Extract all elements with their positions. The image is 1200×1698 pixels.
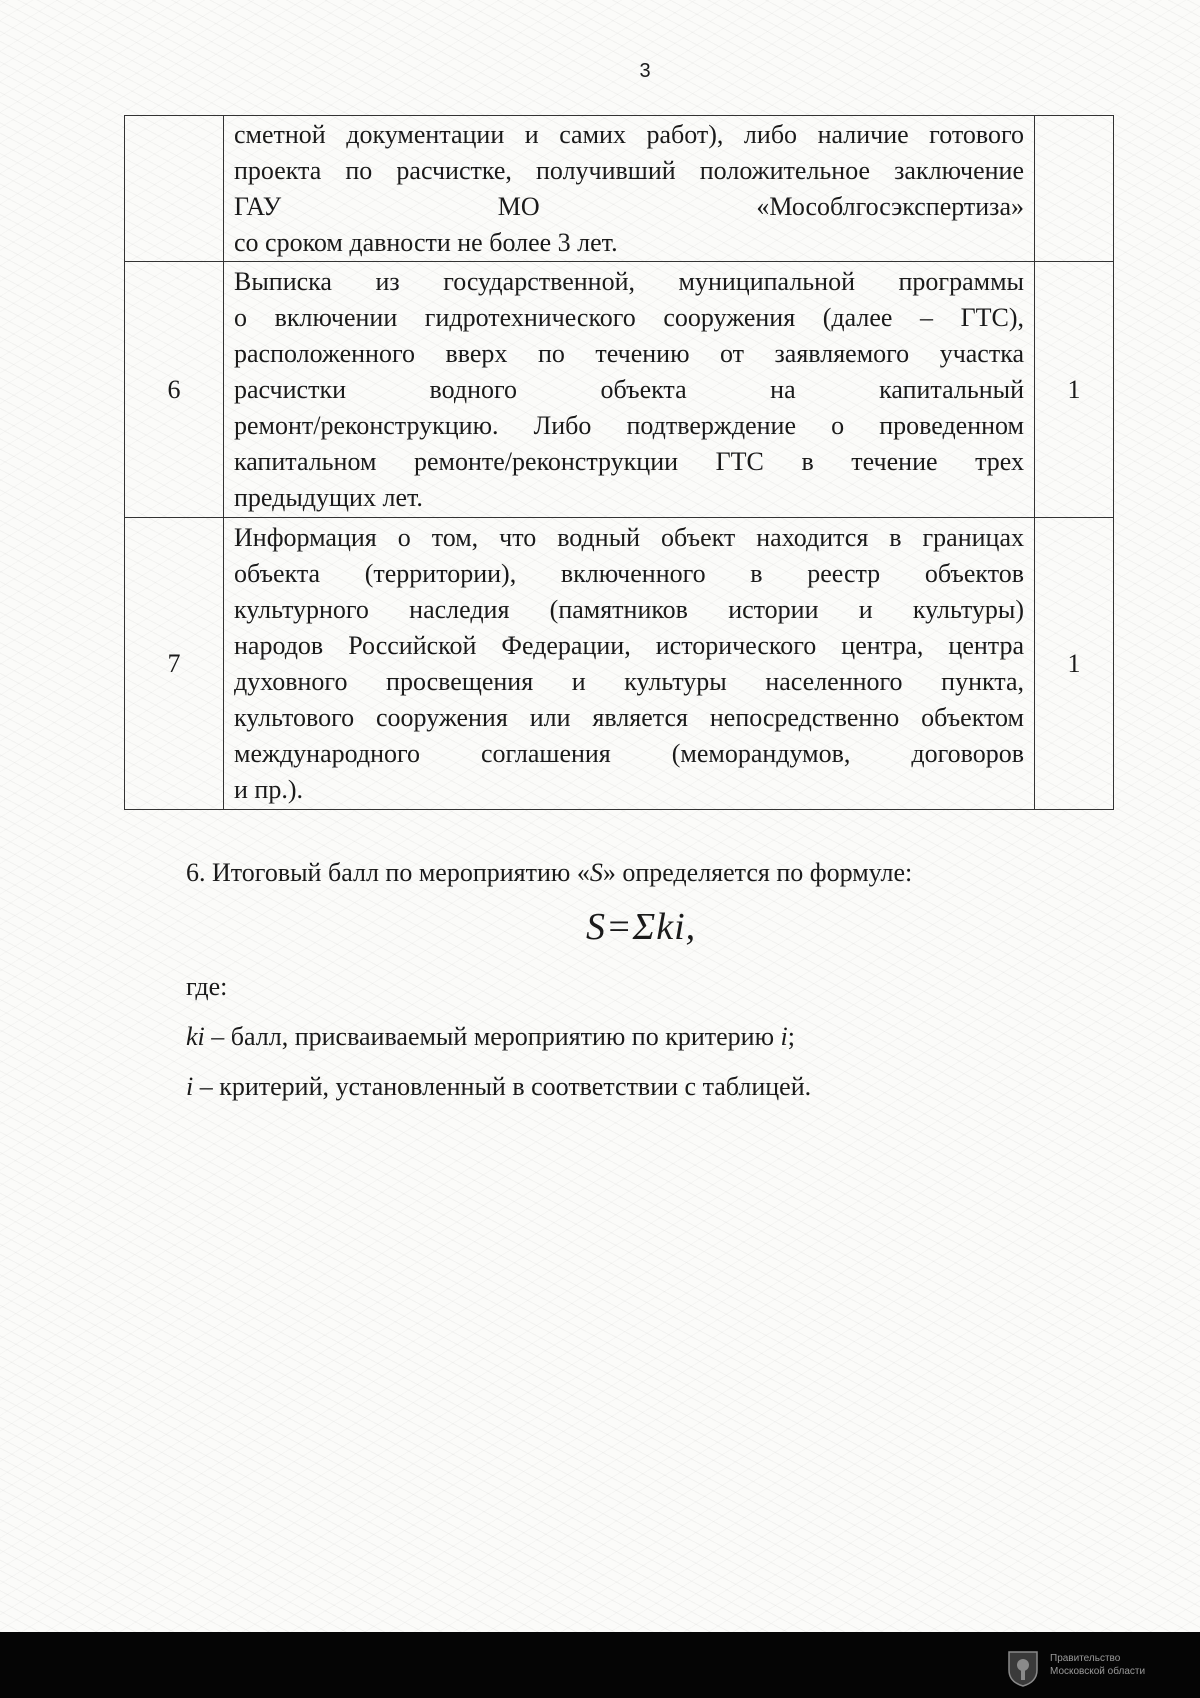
table-row: [125, 518, 1114, 810]
criterion-description: [224, 116, 1035, 262]
where-label: где:: [186, 972, 228, 1001]
criterion-text-line: расчистки водного объекта на капитальный: [234, 374, 1024, 404]
criterion-score: 1: [1035, 262, 1114, 518]
government-logo: [1006, 1648, 1184, 1688]
criterion-text-line: культового сооружения или является непосредственно объектом: [234, 702, 1024, 732]
criterion-text-line: расположенного вверх по течению от заявляемого участка: [234, 338, 1024, 368]
criterion-text-line: объекта (территории), включенного в реестр объектов: [234, 558, 1024, 588]
criterion-description: [224, 262, 1035, 518]
criterion-text-line: Выписка из государственной, муниципальной программы: [234, 266, 1024, 296]
criteria-table: [124, 115, 1114, 810]
criterion-text-line: сметной документации и самих работ), либо наличие готового: [234, 119, 1024, 149]
criterion-text-line: духовного просвещения и культуры населенного пункта,: [234, 666, 1024, 696]
criterion-text-line: предыдущих лет.: [234, 482, 423, 512]
criterion-score: [1035, 116, 1114, 262]
organization-name-line: Московской области: [1050, 1666, 1146, 1677]
criterion-text-line: капитальном ремонте/реконструкции ГТС в течение трех: [234, 446, 1024, 476]
definition-end: ;: [787, 1022, 795, 1051]
definition-term: ki: [186, 1022, 205, 1051]
criterion-text-line: со сроком давности не более 3 лет.: [234, 227, 618, 257]
criterion-text-line: ГАУ МО «Мособлгосэкспертиза»: [234, 191, 1024, 221]
criterion-number: 7: [125, 518, 224, 810]
criterion-text-line: о включении гидротехнического сооружения (далее – ГТС),: [234, 302, 1024, 332]
variable-s: S: [589, 858, 603, 887]
criterion-text-line: и пр.).: [234, 774, 303, 804]
paragraph-total-score: [186, 857, 912, 889]
definition-ki: [186, 1021, 795, 1053]
table-row: [125, 262, 1114, 518]
definition-text: – балл, присваиваемый мероприятию по критерию: [204, 1022, 781, 1051]
coat-of-arms-icon: [1006, 1648, 1040, 1688]
definition-term: i: [780, 1022, 788, 1051]
criterion-description: [224, 518, 1035, 810]
formula: S=Σki,: [586, 906, 697, 948]
criterion-number: 6: [125, 262, 224, 518]
organization-name: [1050, 1652, 1184, 1678]
table-row: [125, 116, 1114, 262]
organization-name-line: Правительство: [1050, 1653, 1121, 1664]
definition-text: – критерий, установленный в соответствии с таблицей.: [193, 1072, 812, 1101]
criterion-text-line: Информация о том, что водный объект находится в границах: [234, 522, 1024, 552]
criterion-score: 1: [1035, 518, 1114, 810]
definition-term: i: [186, 1072, 194, 1101]
criterion-text-line: международного соглашения (меморандумов, договоров: [234, 738, 1024, 768]
criterion-text-line: народов Российской Федерации, исторического центра, центра: [234, 630, 1024, 660]
paragraph-text: » определяется по формуле:: [602, 858, 913, 887]
criterion-text-line: культурного наследия (памятников истории и культуры): [234, 594, 1024, 624]
paragraph-text: 6. Итоговый балл по мероприятию «: [186, 858, 590, 887]
criterion-text-line: ремонт/реконструкцию. Либо подтверждение о проведенном: [234, 410, 1024, 440]
footer-bar: [0, 1632, 1200, 1698]
definition-i: [186, 1071, 811, 1103]
page-number: 3: [639, 60, 651, 82]
criterion-text-line: проекта по расчистке, получивший положительное заключение: [234, 155, 1024, 185]
criterion-number: [125, 116, 224, 262]
